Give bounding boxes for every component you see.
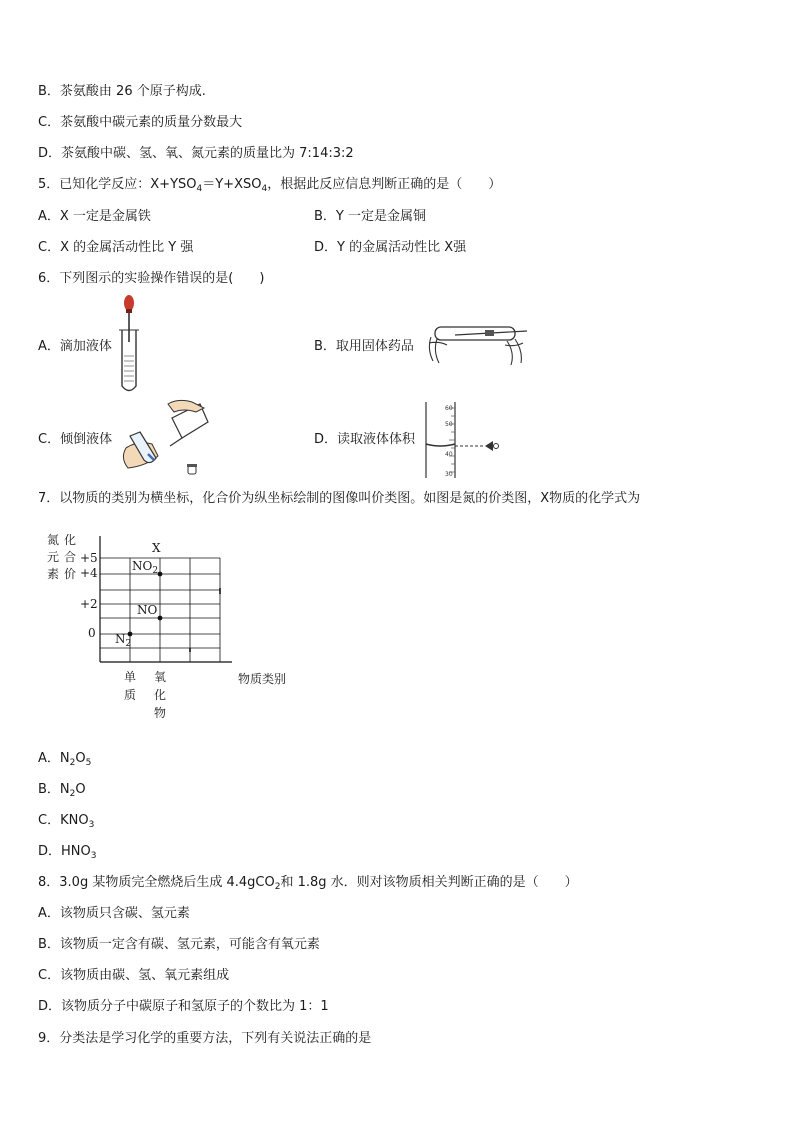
q6-option-c: C．倾倒液体 [38, 432, 113, 447]
chart-ytick-plus2: +2 [80, 597, 98, 611]
chart-ytick-plus5: +5 [80, 551, 98, 565]
cyl-tick-60: 60 [445, 405, 453, 412]
q5-stem-part1: 5．已知化学反应：X+YSO [38, 177, 197, 192]
chart-point-no2-label: $NO_2$ [132, 559, 159, 576]
chart-point-n2-label: $N_2$ [115, 632, 132, 649]
q7-option-b: B．$N_2O$ [38, 782, 86, 799]
hands-test-tube-illustration [425, 317, 530, 369]
pouring-liquid-illustration [112, 398, 212, 478]
q4-option-b: B．茶氨酸由 26 个原子构成. [38, 84, 206, 99]
chart-xlabel: 物质类别 [238, 672, 287, 686]
q8-option-b: B．该物质一定含有碳、氢元素，可能含有氧元素 [38, 937, 320, 952]
q8-option-c: C．该物质由碳、氢、氧元素组成 [38, 968, 230, 983]
q5-option-d: D．Y 的金属活动性比 X强 [314, 240, 467, 255]
q7-stem: 7．以物质的类别为横坐标，化合价为纵坐标绘制的图像叫价类图。如图是氮的价类图，X物质的化学式为 [38, 491, 641, 506]
q8-stem: 8．3.0g 某物质完全燃烧后生成 4.4gCO$_2$和 1.8g 水．则对该物质相关判断正确的是（ ） [38, 875, 578, 892]
q6-stem: 6．下列图示的实验操作错误的是( ) [38, 271, 265, 286]
q5-stem [38, 176, 501, 198]
q5-option-c: C．X 的金属活动性比 Y 强 [38, 240, 194, 255]
chart-ylabel-col1: 氮 元 素 [47, 533, 60, 581]
dropper-test-tube-illustration [115, 294, 155, 398]
q5-stem-part3: ，根据此反应信息判断正确的是（ ） [267, 177, 502, 192]
q8-option-d: D．该物质分子中碳原子和氢原子的个数比为 1：1 [38, 999, 329, 1014]
q6-option-b: B．取用固体药品 [314, 339, 414, 354]
q4-option-d: D．茶氨酸中碳、氢、氧、氮元素的质量比为 7:14:3:2 [38, 146, 354, 161]
q7-option-c: C．$KNO_3$ [38, 813, 95, 830]
q8-option-a: A．该物质只含碳、氢元素 [38, 906, 190, 921]
q4-option-c: C．茶氨酸中碳元素的质量分数最大 [38, 115, 243, 130]
q5-sub-1: 4 [196, 184, 203, 194]
chart-ytick-plus4: +4 [80, 566, 98, 580]
chart-point-x-label: X [152, 541, 161, 555]
q7-option-d: D．$HNO_3$ [38, 844, 97, 861]
chart-xcat-oxide: 氧 化 物 [154, 670, 167, 720]
cyl-tick-40: 40 [445, 451, 453, 458]
q9-stem: 9．分类法是学习化学的重要方法，下列有关说法正确的是 [38, 1031, 372, 1046]
q6-option-a: A．滴加液体 [38, 339, 112, 354]
q6-option-d: D．读取液体体积 [314, 432, 416, 447]
graduated-cylinder-illustration [423, 398, 503, 482]
q5-option-b: B．Y 一定是金属铜 [314, 209, 426, 224]
cyl-tick-50: 50 [445, 421, 453, 428]
chart-xcat-elemental: 单 质 [124, 670, 137, 702]
q5-stem-part2: ＝Y+XSO [202, 177, 262, 192]
chart-ylabel-col2: 化 合 价 [64, 533, 77, 581]
chart-point-no-label: NO [137, 603, 158, 617]
chart-ytick-zero: 0 [88, 626, 96, 640]
q5-option-a: A．X 一定是金属铁 [38, 209, 151, 224]
cyl-tick-30: 30 [445, 471, 453, 478]
chart-point-no2 [158, 572, 163, 577]
chart-point-no [158, 616, 163, 621]
q5-sub-2: 4 [261, 184, 268, 194]
q7-option-a: A．$N_2O_5$ [38, 751, 92, 768]
